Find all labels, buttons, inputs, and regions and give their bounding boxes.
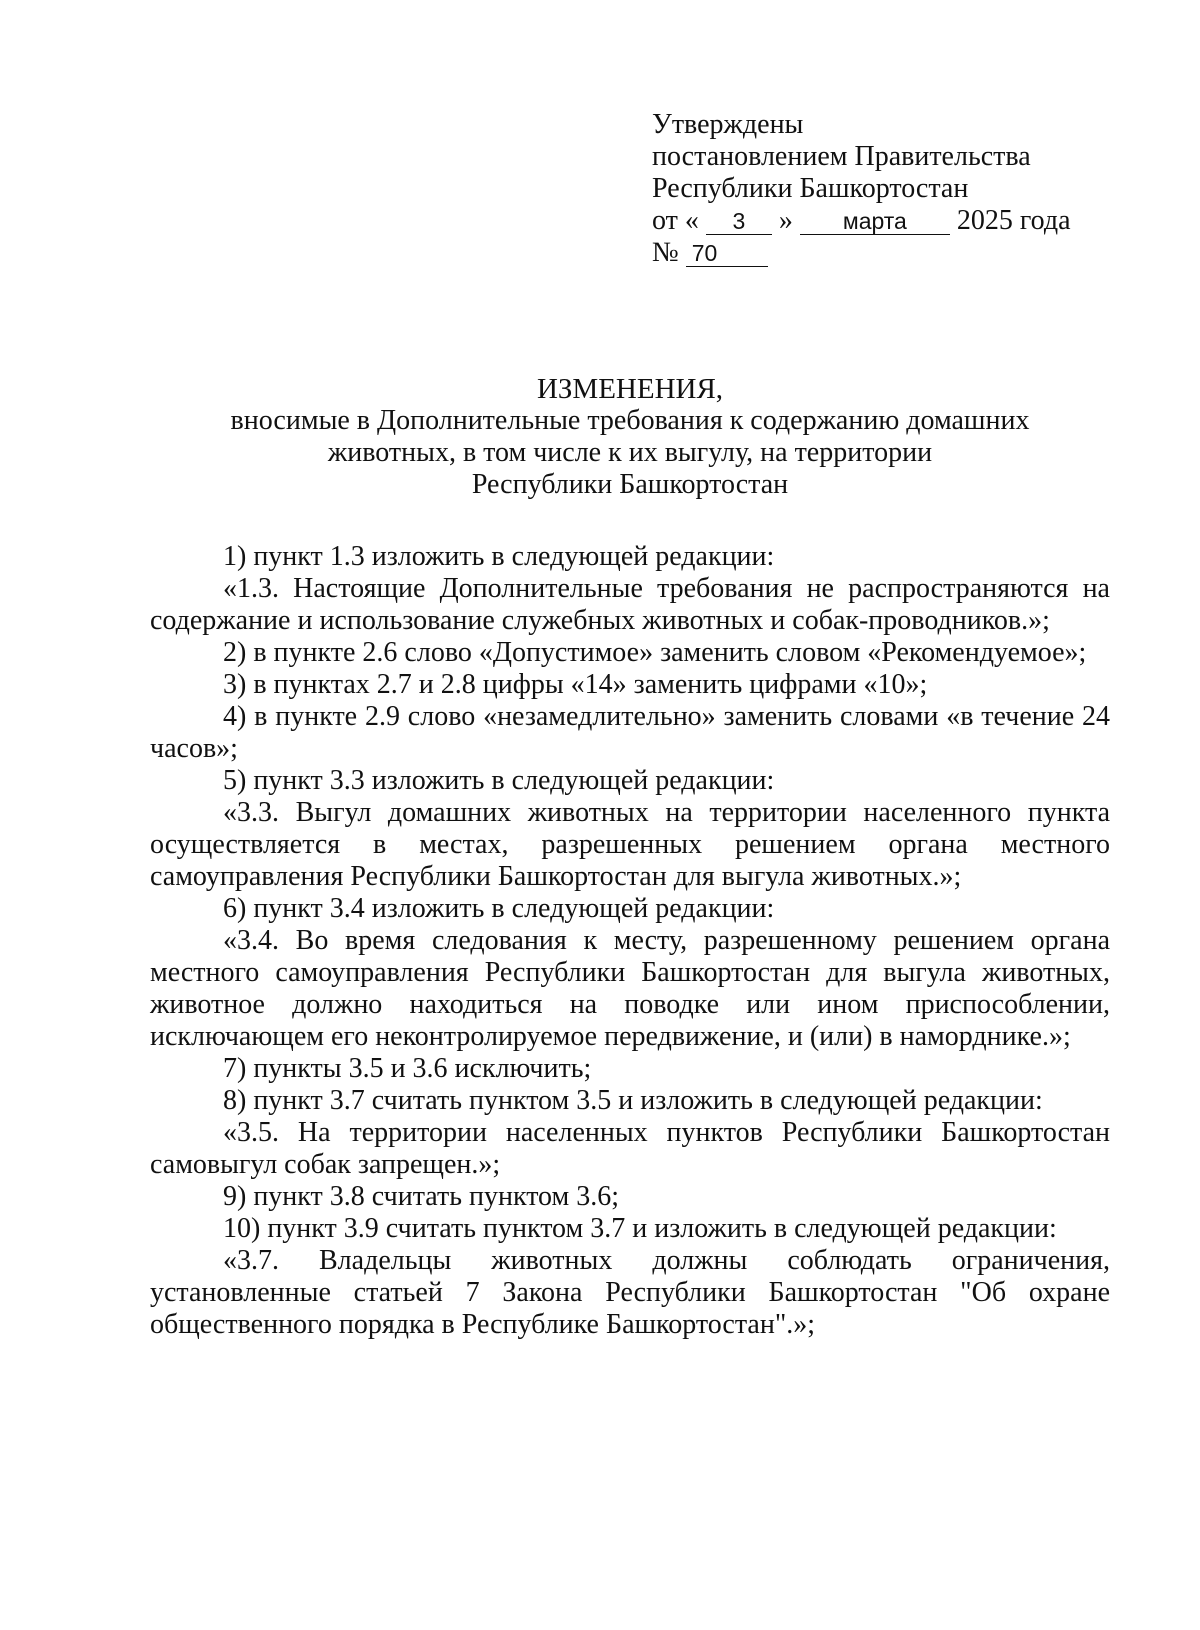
title-subtitle-line-1: вносимые в Дополнительные требования к содержанию домашних bbox=[230, 405, 1030, 436]
date-mid: » bbox=[778, 205, 793, 236]
title-subtitle-line-3: Республики Башкортостан bbox=[471, 469, 789, 500]
date-prefix: от « bbox=[652, 205, 699, 236]
paragraph-item-10: 10) пункт 3.9 считать пунктом 3.7 и изложить в следующей редакции: bbox=[223, 1213, 1057, 1244]
approval-stamp bbox=[652, 109, 1172, 269]
paragraph-quote-3-5: «3.5. На территории населенных пунктов Республики Башкортостан самовыгул собак запрещен.»; bbox=[150, 1117, 1110, 1180]
paragraph-item-3: 3) в пунктах 2.7 и 2.8 цифры «14» заменить цифрами «10»; bbox=[223, 669, 928, 700]
approval-date-line bbox=[652, 205, 1172, 237]
paragraph-item-7: 7) пункты 3.5 и 3.6 исключить; bbox=[223, 1053, 592, 1084]
paragraph-quote-3-7: «3.7. Владельцы животных должны соблюдать ограничения, установленные статьей 7 Закона Республики Башкортостан "Об охране общественного порядка в Республике Башкортостан".»; bbox=[150, 1245, 1110, 1340]
resolution-number-field: 70 bbox=[686, 240, 768, 267]
approval-number-line bbox=[652, 237, 1172, 269]
title-subtitle-line-2: животных, в том числе к их выгулу, на территории bbox=[327, 437, 933, 468]
document-body bbox=[150, 541, 1110, 1341]
date-year: 2025 года bbox=[956, 205, 1071, 236]
title-heading: ИЗМЕНЕНИЯ, bbox=[536, 373, 724, 405]
date-day-field: 3 bbox=[706, 208, 772, 235]
approval-line-resolution: постановлением Правительства bbox=[652, 141, 1031, 172]
paragraph-item-9: 9) пункт 3.8 считать пунктом 3.6; bbox=[223, 1181, 620, 1212]
date-month-field: марта bbox=[800, 208, 950, 235]
paragraph-item-5: 5) пункт 3.3 изложить в следующей редакции: bbox=[223, 765, 775, 796]
paragraph-item-6: 6) пункт 3.4 изложить в следующей редакции: bbox=[223, 893, 775, 924]
paragraph-item-4: 4) в пункте 2.9 слово «незамедлительно» заменить словами «в течение 24 часов»; bbox=[150, 701, 1110, 764]
paragraph-quote-1-3: «1.3. Настоящие Дополнительные требования не распространяются на содержание и использование служебных животных и собак-проводников.»; bbox=[150, 573, 1110, 636]
number-label: № bbox=[652, 237, 679, 268]
paragraph-item-8: 8) пункт 3.7 считать пунктом 3.5 и изложить в следующей редакции: bbox=[223, 1085, 1043, 1116]
paragraph-item-2: 2) в пункте 2.6 слово «Допустимое» заменить словом «Рекомендуемое»; bbox=[223, 637, 1087, 668]
paragraph-item-1: 1) пункт 1.3 изложить в следующей редакции: bbox=[223, 541, 775, 572]
approval-line-republic: Республики Башкортостан bbox=[652, 173, 969, 204]
paragraph-quote-3-3: «3.3. Выгул домашних животных на территории населенного пункта осуществляется в местах, разрешенных решением органа местного самоуправления Республики Башкортостан для выгула животных.»; bbox=[150, 797, 1110, 892]
paragraph-quote-3-4: «3.4. Во время следования к месту, разрешенному решением органа местного самоуправления Республики Башкортостан для выгула животных, животное должно находиться на поводке или ином приспособлении, исключающем его неконтролируемое передвижение, и (или) в наморднике.»; bbox=[150, 925, 1110, 1052]
approval-line-approved: Утверждены bbox=[652, 109, 804, 140]
document-title bbox=[150, 373, 1110, 501]
